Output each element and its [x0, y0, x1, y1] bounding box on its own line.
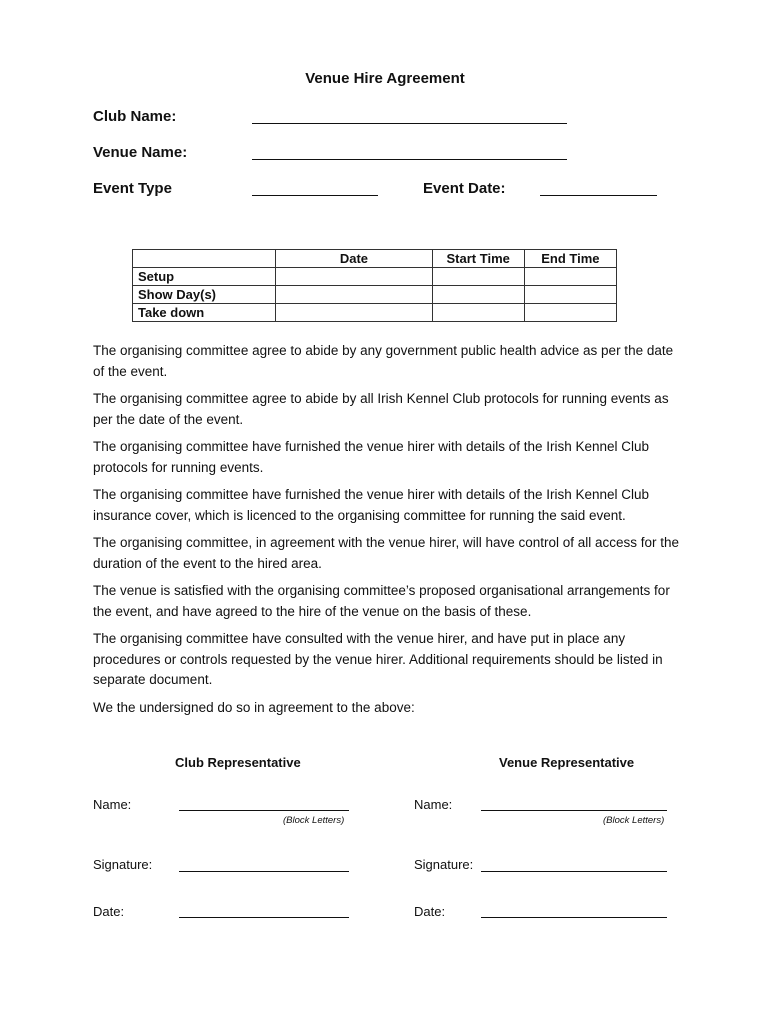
agreement-body	[93, 341, 683, 725]
venue-date-label: Date:	[414, 904, 446, 919]
schedule-header-blank	[133, 250, 276, 268]
venue-date-line[interactable]	[481, 917, 667, 918]
club-block-letters-note: (Block Letters)	[283, 815, 345, 826]
club-name-field-label: Name:	[93, 797, 132, 812]
club-date-label: Date:	[93, 904, 125, 919]
event-type-label: Event Type	[93, 180, 172, 197]
club-name-line[interactable]	[252, 123, 567, 124]
schedule-row-label: Setup	[133, 268, 276, 286]
club-date-line[interactable]	[179, 917, 349, 918]
agreement-paragraph: We the undersigned do so in agreement to the above:	[93, 699, 415, 715]
agreement-paragraph: The venue is satisfied with the organising committee’s proposed organisational arrangements for the event, and have agreed to the hire of the venue on the basis of these.	[93, 583, 670, 619]
club-signature-label: Signature:	[93, 857, 153, 872]
schedule-row-label: Take down	[133, 304, 276, 322]
event-date-label: Event Date:	[423, 180, 506, 197]
agreement-paragraph: The organising committee have consulted with the venue hirer, and have put in place any procedures or controls requested by the venue hirer. Additional requirements should be listed in separate document.	[93, 631, 663, 687]
schedule-cell[interactable]	[276, 304, 432, 322]
venue-rep-heading: Venue Representative	[499, 755, 635, 770]
agreement-paragraph: The organising committee agree to abide by all Irish Kennel Club protocols for running events as per the date of the event.	[93, 391, 669, 427]
schedule-row-setup	[133, 268, 617, 286]
schedule-row-label: Show Day(s)	[133, 286, 276, 304]
schedule-cell[interactable]	[524, 286, 616, 304]
event-type-line[interactable]	[252, 195, 378, 196]
club-rep-name-line[interactable]	[179, 810, 349, 811]
venue-rep-name-line[interactable]	[481, 810, 667, 811]
schedule-cell[interactable]	[432, 304, 524, 322]
venue-name-field-label: Name:	[414, 797, 453, 812]
schedule-header-row	[133, 250, 617, 268]
schedule-cell[interactable]	[524, 304, 616, 322]
schedule-cell[interactable]	[276, 286, 432, 304]
venue-signature-label: Signature:	[414, 857, 474, 872]
agreement-paragraph: The organising committee have furnished the venue hirer with details of the Irish Kennel Club insurance cover, which is licenced to the organising committee for running the said event.	[93, 487, 650, 523]
schedule-row-show-days	[133, 286, 617, 304]
schedule-cell[interactable]	[432, 268, 524, 286]
venue-signature-line[interactable]	[481, 871, 667, 872]
schedule-header-date: Date	[276, 250, 432, 268]
agreement-paragraph: The organising committee have furnished the venue hirer with details of the Irish Kennel Club protocols for running events.	[93, 439, 650, 475]
venue-name-line[interactable]	[252, 159, 567, 160]
agreement-paragraph: The organising committee agree to abide by any government public health advice as per the date of the event.	[93, 343, 674, 379]
club-signature-line[interactable]	[179, 871, 349, 872]
schedule-header-end: End Time	[524, 250, 616, 268]
venue-block-letters-note: (Block Letters)	[603, 815, 665, 826]
schedule-row-take-down	[133, 304, 617, 322]
schedule-cell[interactable]	[524, 268, 616, 286]
schedule-cell[interactable]	[276, 268, 432, 286]
document-title: Venue Hire Agreement	[305, 70, 465, 87]
event-date-line[interactable]	[540, 195, 657, 196]
club-name-label: Club Name:	[93, 108, 177, 125]
venue-name-label: Venue Name:	[93, 144, 188, 161]
club-rep-heading: Club Representative	[175, 755, 301, 770]
schedule-header-start: Start Time	[432, 250, 524, 268]
agreement-paragraph: The organising committee, in agreement with the venue hirer, will have control of all access for the duration of the event to the hired area.	[93, 535, 680, 571]
schedule-cell[interactable]	[432, 286, 524, 304]
schedule-table	[132, 249, 617, 322]
